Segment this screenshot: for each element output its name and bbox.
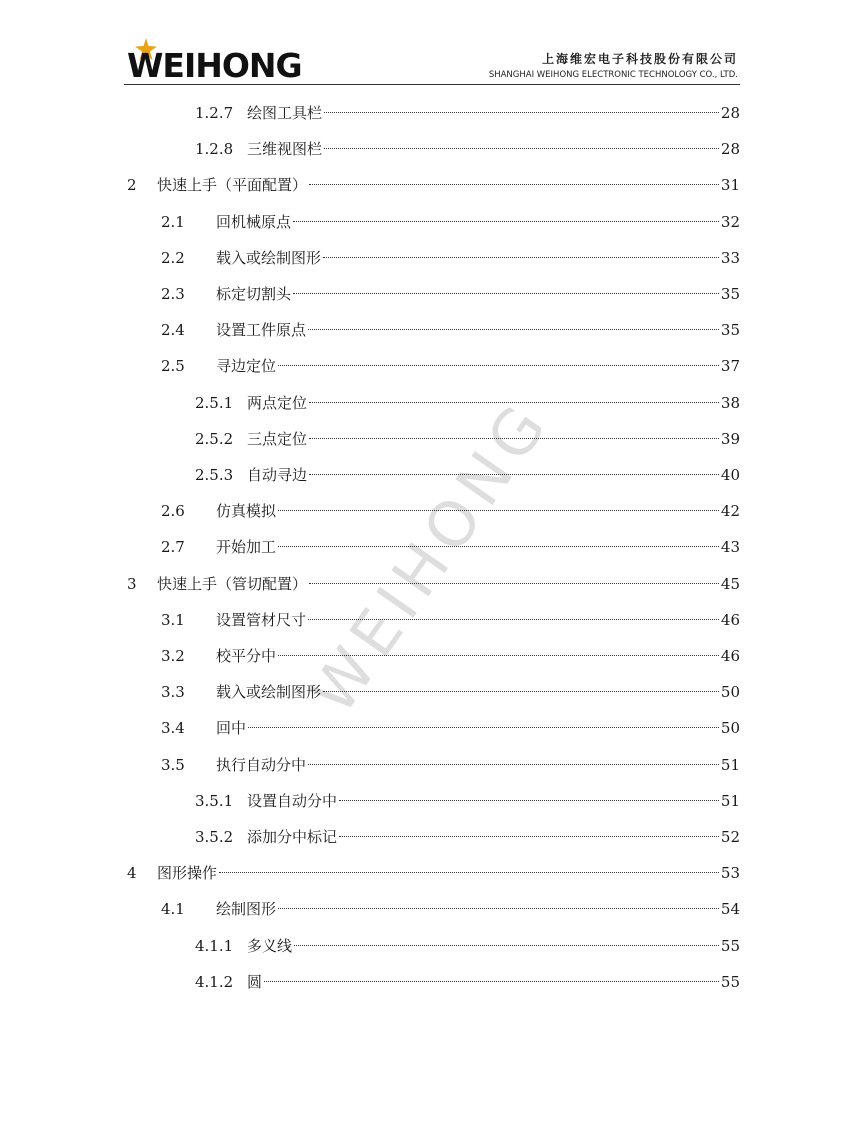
toc-entry-number: 3.5.1 [195, 791, 234, 810]
toc-entry-page: 42 [720, 502, 740, 521]
toc-dot-leader [324, 148, 719, 149]
toc-entry-page: 55 [720, 972, 740, 991]
toc-entry-number: 2.5 [161, 357, 185, 376]
toc-dot-leader [308, 764, 719, 765]
toc-entry-number: 3.2 [161, 647, 185, 665]
toc-entry-number: 3.1 [161, 610, 185, 629]
toc-dot-leader [264, 981, 719, 982]
toc-entry-number: 3.5.2 [195, 828, 234, 846]
toc-entry-page: 51 [720, 791, 740, 810]
toc-dot-leader [309, 583, 719, 584]
toc-entry-page: 38 [720, 393, 740, 412]
toc-entry-title: 添加分中标记 [247, 828, 338, 846]
toc-entry-page: 35 [720, 321, 740, 340]
toc-entry-title: 两点定位 [247, 393, 308, 412]
toc-entry-page: 35 [720, 285, 740, 303]
toc-entry-title: 载入或绘制图形 [216, 248, 322, 267]
toc-entry-number: 1.2.7 [195, 104, 234, 122]
toc-dot-leader [309, 474, 719, 475]
toc-entry[interactable] [161, 715, 740, 741]
toc-entry-title: 设置工件原点 [216, 321, 307, 340]
toc-entry[interactable] [195, 788, 740, 814]
toc-entry-page: 46 [720, 647, 740, 665]
toc-entry-number: 2 [127, 176, 137, 195]
toc-entry-page: 28 [720, 140, 740, 159]
toc-entry[interactable] [127, 571, 740, 597]
toc-entry-title: 圆 [247, 972, 263, 991]
toc-entry-title: 图形操作 [157, 864, 218, 883]
toc-entry-number: 3.3 [161, 683, 185, 702]
toc-entry-page: 54 [720, 900, 740, 919]
toc-entry-page: 32 [720, 212, 740, 231]
toc-entry[interactable] [161, 534, 740, 560]
toc-dot-leader [278, 908, 719, 909]
toc-entry[interactable] [195, 462, 740, 488]
toc-entry-number: 4.1.2 [195, 972, 234, 991]
toc-entry-page: 46 [720, 610, 740, 629]
header-divider [124, 84, 740, 85]
toc-entry-number: 1.2.8 [195, 140, 234, 159]
toc-entry[interactable] [161, 209, 740, 235]
toc-entry-number: 2.2 [161, 248, 185, 267]
toc-entry-page: 45 [720, 574, 740, 593]
toc-entry-page: 53 [720, 864, 740, 883]
toc-dot-leader [309, 184, 719, 185]
toc-entry-title: 快速上手（平面配置） [157, 176, 308, 195]
toc-dot-leader [309, 438, 719, 439]
toc-entry-number: 4.1.1 [195, 936, 234, 955]
toc-entry-number: 2.5.3 [195, 466, 234, 484]
toc-entry[interactable] [161, 317, 740, 343]
toc-dot-leader [293, 293, 719, 294]
toc-entry[interactable] [195, 100, 740, 126]
toc-entry-page: 52 [720, 828, 740, 846]
toc-entry-number: 2.7 [161, 538, 185, 557]
toc-dot-leader [278, 546, 719, 547]
toc-entry-number: 2.4 [161, 321, 185, 340]
toc-entry-page: 55 [720, 936, 740, 955]
toc-entry-number: 4.1 [161, 900, 185, 919]
toc-dot-leader [278, 365, 719, 366]
page-header [0, 0, 866, 90]
toc-entry-number: 2.5.2 [195, 429, 234, 448]
toc-entry-page: 50 [720, 683, 740, 702]
toc-entry[interactable] [195, 933, 740, 959]
toc-entry-number: 3.4 [161, 719, 185, 738]
toc-entry-title: 绘图工具栏 [247, 104, 323, 122]
toc-entry-title: 自动寻边 [247, 466, 308, 484]
toc-entry-title: 三维视图栏 [247, 140, 323, 159]
toc-entry-title: 开始加工 [216, 538, 277, 557]
toc-entry-title: 回中 [216, 719, 247, 738]
toc-entry-title: 绘制图形 [216, 900, 277, 919]
toc-entry-title: 回机械原点 [216, 212, 292, 231]
toc-entry-page: 39 [720, 429, 740, 448]
toc-entry[interactable] [161, 245, 740, 271]
toc-entry-number: 3 [127, 574, 137, 593]
toc-entry-title: 寻边定位 [216, 357, 277, 376]
toc-dot-leader [248, 727, 719, 728]
toc-entry[interactable] [161, 752, 740, 778]
watermark: WEIHONG [295, 386, 565, 727]
toc-entry-number: 3.5 [161, 755, 185, 774]
toc-entry-page: 33 [720, 248, 740, 267]
toc-entry-page: 51 [720, 755, 740, 774]
toc-entry[interactable] [161, 607, 740, 633]
toc-entry[interactable] [195, 969, 740, 995]
toc-entry-title: 校平分中 [216, 647, 277, 665]
toc-entry-page: 40 [720, 466, 740, 484]
toc-dot-leader [278, 655, 719, 656]
toc-entry[interactable] [161, 896, 740, 922]
toc-dot-leader [294, 945, 719, 946]
toc-entry-page: 31 [720, 176, 740, 195]
toc-entry-title: 载入或绘制图形 [216, 683, 322, 702]
toc-entry-number: 2.6 [161, 502, 185, 521]
toc-entry[interactable] [195, 136, 740, 162]
toc-dot-leader [308, 329, 719, 330]
toc-entry-title: 快速上手（管切配置） [157, 574, 308, 593]
toc-entry-title: 多义线 [247, 936, 293, 955]
toc-dot-leader [324, 112, 719, 113]
toc-dot-leader [339, 800, 719, 801]
toc-dot-leader [219, 872, 719, 873]
weihong-logo: WEIHONG [127, 46, 302, 85]
toc-dot-leader [278, 510, 719, 511]
toc-entry[interactable] [195, 390, 740, 416]
toc-dot-leader [293, 221, 719, 222]
toc-entry-page: 37 [720, 357, 740, 376]
toc-entry[interactable] [127, 860, 740, 886]
toc-entry-number: 2.3 [161, 285, 185, 303]
toc-entry[interactable] [161, 498, 740, 524]
toc-entry-title: 设置管材尺寸 [216, 610, 307, 629]
toc-entry-title: 三点定位 [247, 429, 308, 448]
toc-dot-leader [309, 402, 719, 403]
toc-entry-number: 2.5.1 [195, 393, 234, 412]
toc-entry[interactable] [195, 824, 740, 850]
company-name-cn: 上海维宏电子科技股份有限公司 [541, 52, 738, 66]
toc-entry[interactable] [195, 426, 740, 452]
toc-entry[interactable] [161, 679, 740, 705]
toc-entry-page: 50 [720, 719, 740, 738]
toc-dot-leader [323, 691, 719, 692]
toc-entry[interactable] [161, 643, 740, 669]
toc-entry-title: 执行自动分中 [216, 755, 307, 774]
toc-dot-leader [308, 619, 719, 620]
toc-entry[interactable] [161, 281, 740, 307]
toc-entry-title: 仿真模拟 [216, 502, 277, 521]
toc-entry-title: 设置自动分中 [247, 791, 338, 810]
toc-entry[interactable] [161, 353, 740, 379]
toc-entry[interactable] [127, 172, 740, 198]
toc-entry-title: 标定切割头 [216, 285, 292, 303]
toc-dot-leader [323, 257, 719, 258]
toc-entry-number: 4 [127, 864, 137, 883]
toc-dot-leader [339, 836, 719, 837]
toc-entry-page: 28 [720, 104, 740, 122]
toc-entry-number: 2.1 [161, 212, 185, 231]
company-name-en: SHANGHAI WEIHONG ELECTRONIC TECHNOLOGY CO., LTD. [488, 70, 738, 80]
toc-entry-page: 43 [720, 538, 740, 557]
